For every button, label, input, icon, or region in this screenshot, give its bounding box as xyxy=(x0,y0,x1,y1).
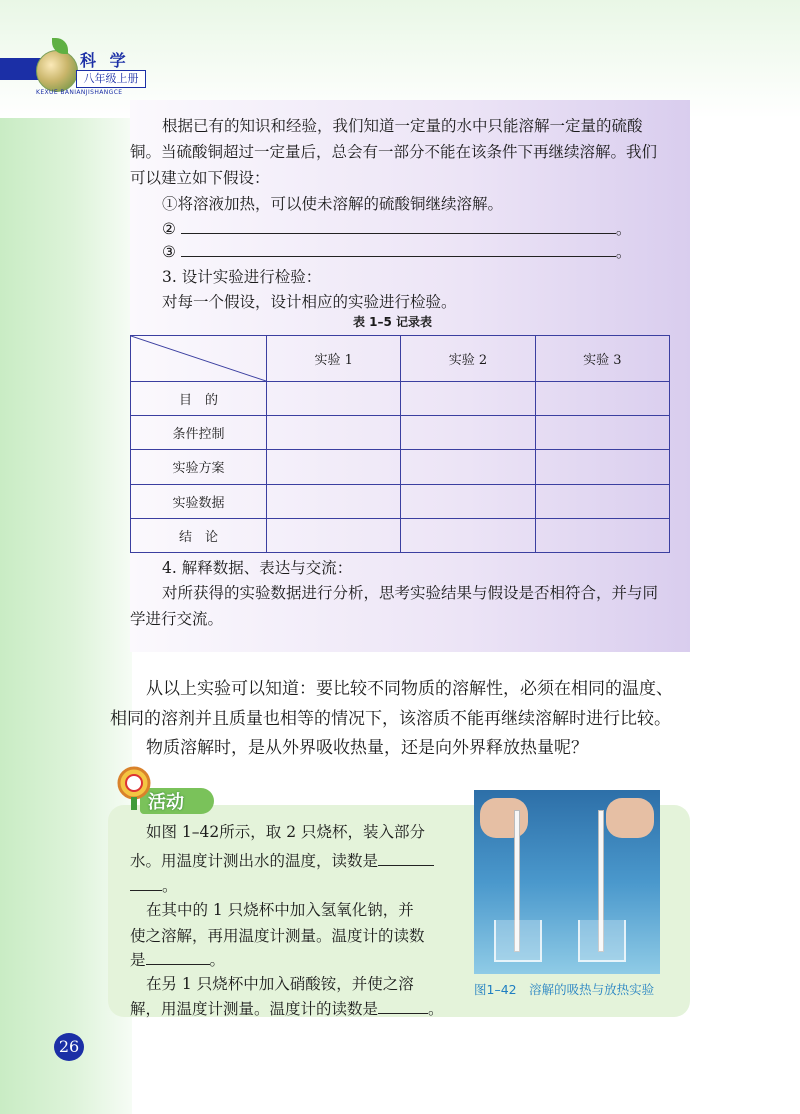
table-row-header: 实验数据 xyxy=(131,484,267,518)
right-hand xyxy=(606,798,654,838)
table-corner-cell xyxy=(131,336,267,382)
table-cell[interactable] xyxy=(267,484,401,518)
table-cell[interactable] xyxy=(267,450,401,484)
beaker-right xyxy=(578,920,626,962)
hypothesis-3-blank[interactable] xyxy=(181,242,616,257)
table-cell[interactable] xyxy=(267,416,401,450)
activity-line: 使之溶解，再用温度计测量。温度计的读数 xyxy=(130,927,425,945)
activity-line: 如图 1–42所示，取 2 只烧杯，装入部分 xyxy=(146,823,425,841)
hypothesis-3-number: ③ xyxy=(162,243,176,261)
main-paragraph-line: 相同的溶剂并且质量也相等的情况下，该溶质不能再继续溶解时进行比较。 xyxy=(110,709,671,729)
table-row xyxy=(131,484,670,518)
table-cell[interactable] xyxy=(535,450,669,484)
hypothesis-2-blank[interactable] xyxy=(181,219,616,234)
table-cell[interactable] xyxy=(401,484,535,518)
table-row-header: 目 的 xyxy=(131,382,267,416)
hypothesis-2-end: 。 xyxy=(615,220,632,238)
activity-line-end: 。 xyxy=(162,877,178,895)
table-row-header: 结 论 xyxy=(131,518,267,552)
table-cell[interactable] xyxy=(535,484,669,518)
activity-line-end: 。 xyxy=(428,1000,444,1018)
record-table xyxy=(130,335,670,553)
grade-english-label: KEXUE BANIANJISHANGCE xyxy=(36,89,123,96)
diagonal-line xyxy=(131,336,266,381)
table-row xyxy=(131,450,670,484)
table-cell[interactable] xyxy=(401,518,535,552)
table-row xyxy=(131,382,670,416)
activity-line: 在其中的 1 只烧杯中加入氢氧化钠，并 xyxy=(146,901,414,919)
step-4-line: 学进行交流。 xyxy=(130,610,224,628)
box-paragraph-line: 根据已有的知识和经验，我们知道一定量的水中只能溶解一定量的硫酸 xyxy=(162,117,643,135)
table-row-header: 条件控制 xyxy=(131,416,267,450)
subject-title: 科 学 xyxy=(80,51,130,70)
table-col-header: 实验 2 xyxy=(401,336,535,382)
table-caption: 表 1–5 记录表 xyxy=(353,315,433,329)
table-row xyxy=(131,416,670,450)
box-paragraph-line: 可以建立如下假设： xyxy=(130,169,270,187)
box-paragraph-line: 铜。当硫酸铜超过一定量后，总会有一部分不能在该条件下再继续溶解。我们 xyxy=(130,143,658,161)
step-4-line: 对所获得的实验数据进行分析，思考实验结果与假设是否相符合，并与同 xyxy=(162,584,659,602)
step-4-title: 4. 解释数据、表达与交流： xyxy=(162,559,353,577)
table-col-header: 实验 1 xyxy=(267,336,401,382)
table-cell[interactable] xyxy=(401,416,535,450)
table-cell[interactable] xyxy=(535,518,669,552)
activity-line xyxy=(130,995,444,1024)
page-number: 26 xyxy=(54,1033,84,1061)
experiment-photo xyxy=(474,790,660,974)
activity-line-end: 。 xyxy=(209,951,226,969)
hypothesis-2-number: ② xyxy=(162,220,176,238)
grade-label: 八年级上册 xyxy=(76,70,146,88)
table-row xyxy=(131,518,670,552)
reading-blank-2[interactable] xyxy=(146,950,210,965)
main-paragraph-line: 从以上实验可以知道：要比较不同物质的溶解性，必须在相同的温度、 xyxy=(146,679,673,699)
table-cell[interactable] xyxy=(535,382,669,416)
hypothesis-3-end: 。 xyxy=(615,243,632,261)
activity-title: 活动 xyxy=(148,792,184,813)
step-3-title: 3. 设计实验进行检验： xyxy=(162,268,322,286)
step-3-text: 对每一个假设，设计相应的实验进行检验。 xyxy=(162,293,457,311)
activity-line-text: 水。用温度计测出水的温度，读数是 xyxy=(130,852,379,870)
table-row-header: 实验方案 xyxy=(131,450,267,484)
hypothesis-3 xyxy=(162,239,631,265)
table-header-row xyxy=(131,336,670,382)
table-cell[interactable] xyxy=(267,518,401,552)
table-cell[interactable] xyxy=(401,382,535,416)
activity-line-text: 解，用温度计测量。温度计的读数是 xyxy=(130,1000,379,1018)
table-cell[interactable] xyxy=(401,450,535,484)
hypothesis-1: ①将溶液加热，可以使未溶解的硫酸铜继续溶解。 xyxy=(162,195,504,213)
reading-blank-1a[interactable] xyxy=(378,851,434,866)
table-cell[interactable] xyxy=(535,416,669,450)
reading-blank-1b[interactable] xyxy=(130,876,162,891)
table-col-header: 实验 3 xyxy=(535,336,669,382)
table-cell[interactable] xyxy=(267,382,401,416)
left-hand xyxy=(480,798,528,838)
globe-logo-icon xyxy=(36,50,78,92)
activity-line: 在另 1 只烧杯中加入硝酸铵，并使之溶 xyxy=(146,975,414,993)
main-question: 物质溶解时，是从外界吸收热量，还是向外界释放热量呢？ xyxy=(146,738,588,758)
figure-caption: 图1–42 溶解的吸热与放热实验 xyxy=(474,982,655,997)
beaker-left xyxy=(494,920,542,962)
activity-line-prefix: 是 xyxy=(130,951,146,969)
reading-blank-3[interactable] xyxy=(378,999,428,1014)
